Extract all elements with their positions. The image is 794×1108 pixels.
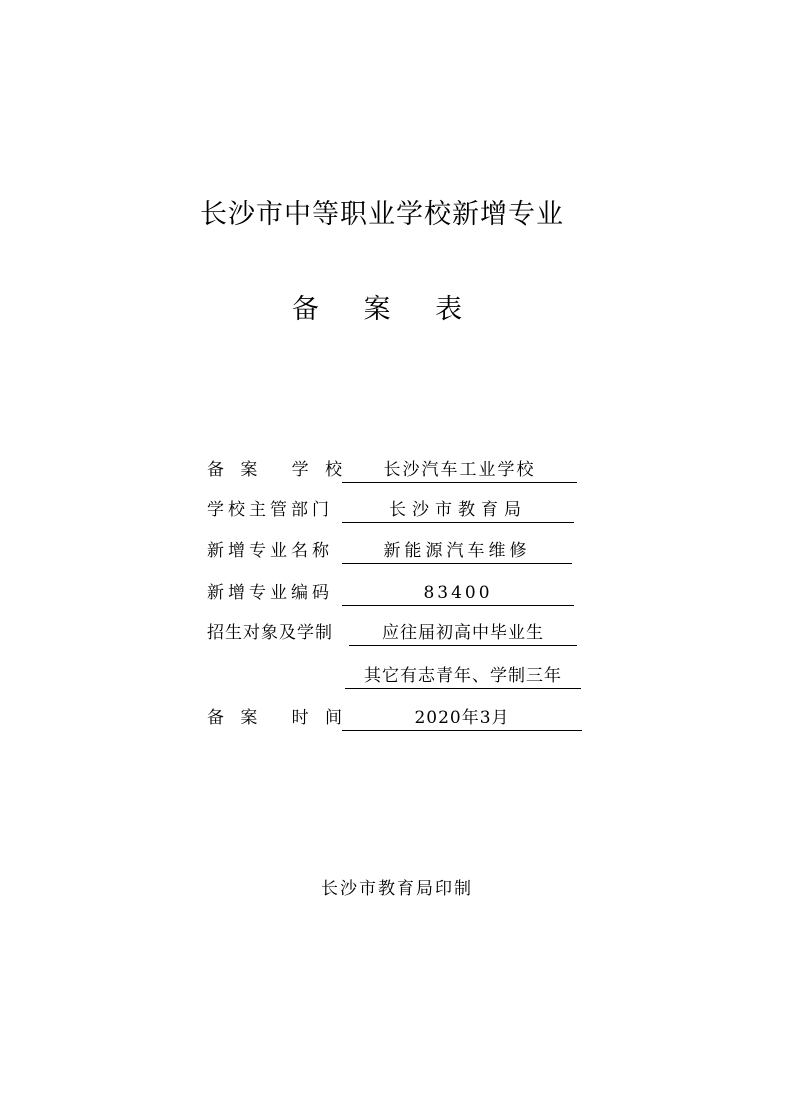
enrollment-value-2: 其它有志青年、学制三年 bbox=[345, 664, 581, 689]
school-value: 长沙汽车工业学校 bbox=[342, 458, 577, 483]
department-value: 长沙市教育局 bbox=[342, 498, 574, 523]
major-code-value: 83400 bbox=[342, 581, 574, 606]
document-title: 长沙市中等职业学校新增专业 bbox=[200, 199, 564, 230]
time-label: 备 案 时 间 bbox=[207, 708, 342, 728]
department-label: 学校主管部门 bbox=[207, 500, 333, 520]
major-name-value: 新能源汽车维修 bbox=[342, 539, 572, 564]
school-label: 备 案 学 校 bbox=[207, 460, 342, 480]
document-subtitle: 备 案 表 bbox=[291, 294, 481, 325]
major-name-label: 新增专业名称 bbox=[207, 541, 333, 561]
enrollment-label: 招生对象及学制 bbox=[207, 623, 333, 643]
issuer-footer: 长沙市教育局印制 bbox=[321, 879, 473, 899]
time-value: 2020年3月 bbox=[342, 706, 582, 731]
enrollment-value-1: 应往届初高中毕业生 bbox=[349, 621, 577, 646]
major-code-label: 新增专业编码 bbox=[207, 583, 333, 603]
